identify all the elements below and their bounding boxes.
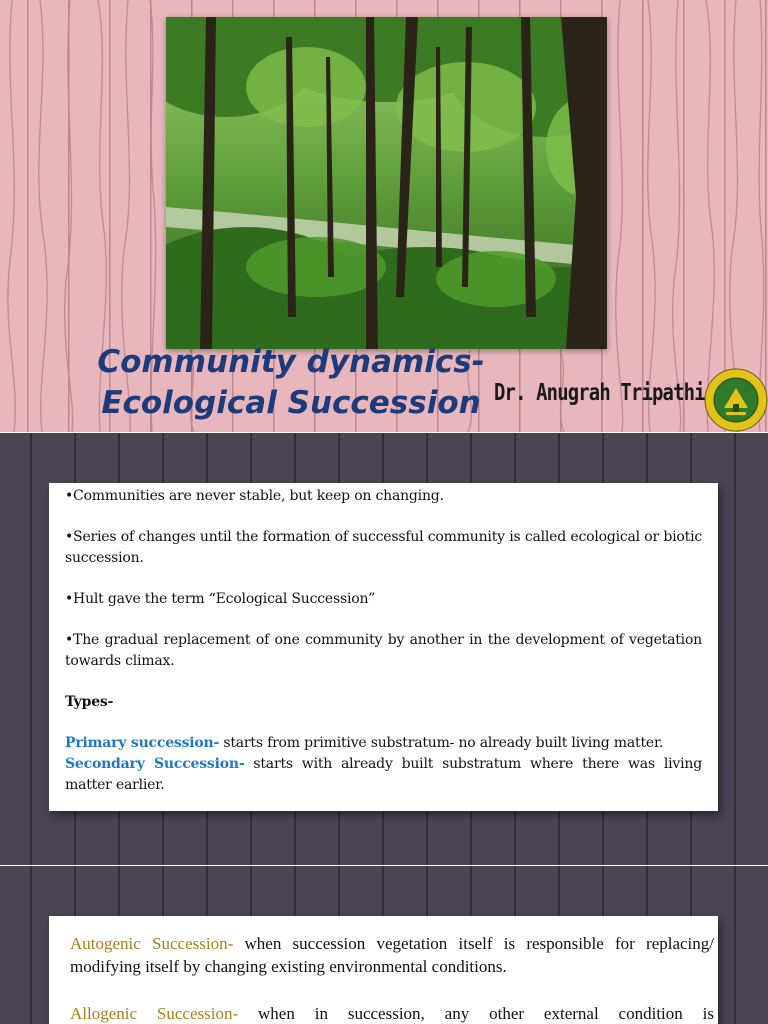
secondary-label: Secondary Succession- — [65, 756, 245, 772]
content-card — [49, 483, 718, 811]
types-slide — [0, 866, 768, 1024]
types-label: Types- — [65, 694, 114, 710]
definition-slide — [0, 433, 768, 865]
content-card — [49, 916, 718, 1024]
point-3: •Hult gave the term “Ecological Succession” — [65, 591, 376, 607]
point-4: •The gradual replacement of one community by another in the development of vegetation towards climax. — [65, 632, 702, 669]
secondary-text: starts with already built substratum where there was living matter earlier. — [65, 756, 702, 793]
allogenic-text: when in succession, any other external condition is — [238, 1004, 714, 1023]
autogenic-label: Autogenic Succession- — [70, 934, 234, 953]
title-slide — [0, 0, 768, 432]
point-2: •Series of changes until the formation of successful community is called ecological or biotic succession. — [65, 529, 702, 566]
author-name: Dr. Anugrah Tripathi — [494, 380, 705, 406]
secondary-succession — [65, 754, 702, 796]
forest-photo — [166, 17, 607, 349]
autogenic-text: when succession vegetation itself is responsible for replacing/ modifying itself by changing existing environmental conditions. — [70, 934, 714, 976]
title-line-1: Community dynamics- — [97, 344, 485, 380]
primary-label: Primary succession- — [65, 735, 220, 751]
point-1: •Communities are never stable, but keep on changing. — [65, 488, 444, 504]
title-line-2: Ecological Succession — [101, 385, 481, 421]
university-seal-icon — [704, 368, 768, 432]
slide-title — [96, 342, 486, 424]
autogenic-succession — [70, 932, 714, 978]
allogenic-succession — [70, 1002, 714, 1024]
allogenic-label: Allogenic Succession- — [70, 1004, 239, 1023]
primary-text: starts from primitive substratum- no already built living matter. — [219, 735, 664, 751]
primary-succession — [65, 733, 702, 754]
